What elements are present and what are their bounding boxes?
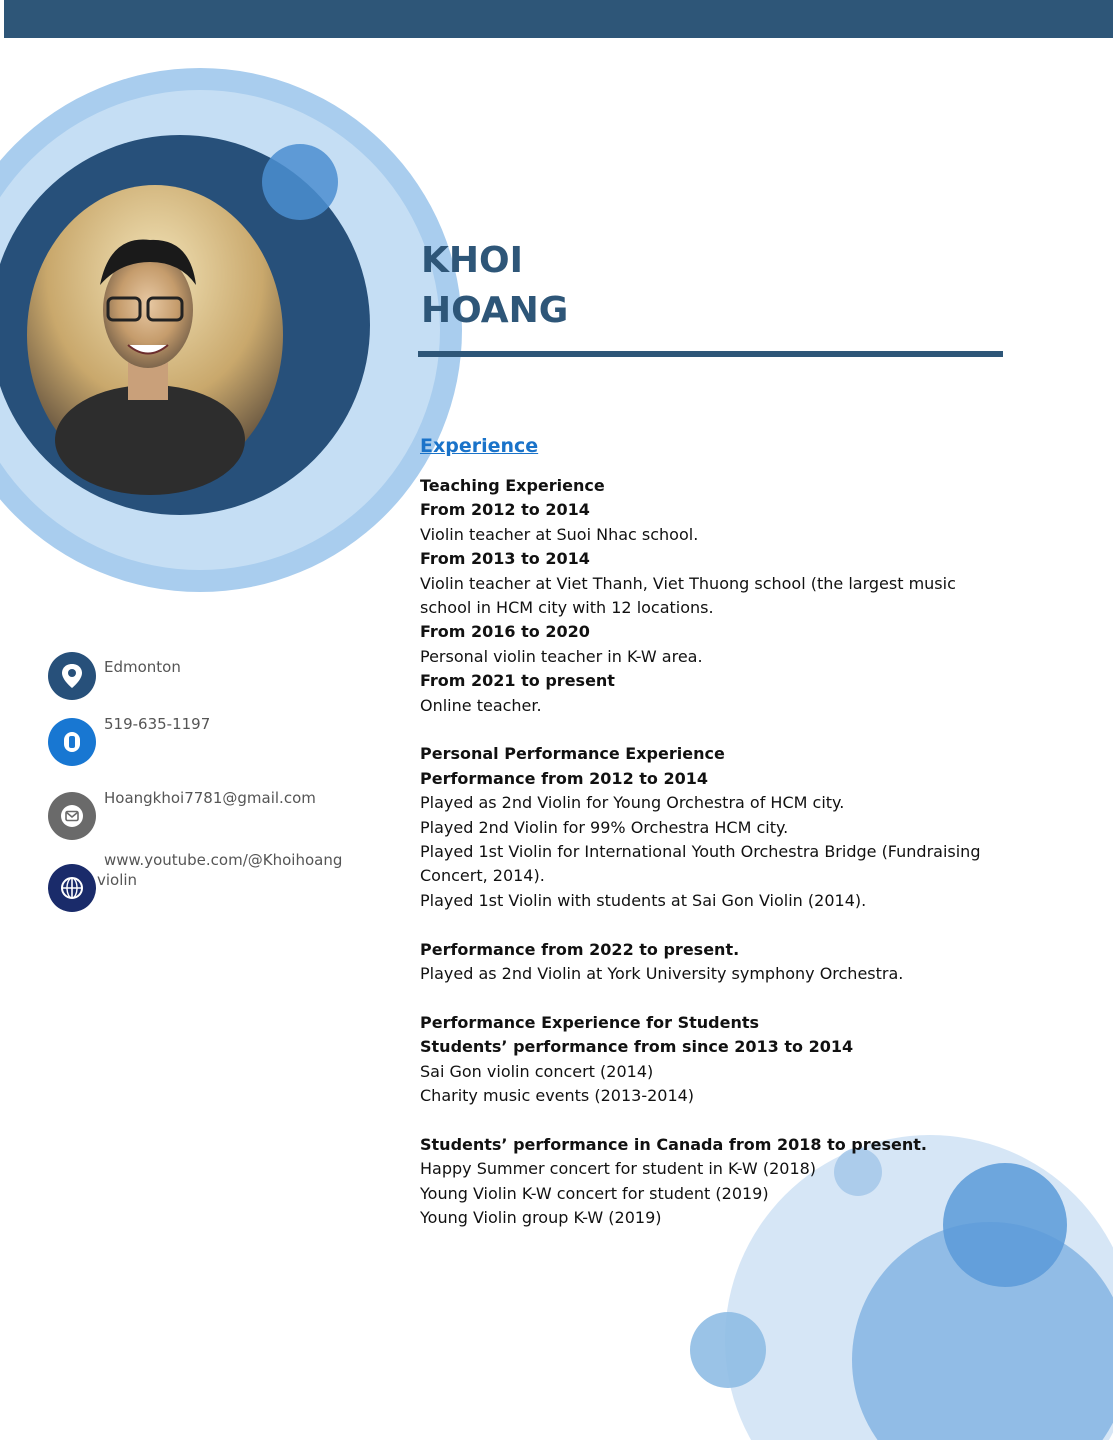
students-period: Students’ performance in Canada from 2018 to present.	[420, 1134, 927, 1154]
teaching-entry: Online teacher.	[420, 695, 542, 715]
teaching-entry: Personal violin teacher in K-W area.	[420, 646, 703, 666]
teaching-heading: Teaching Experience	[420, 476, 605, 495]
list-item: Sai Gon violin concert (2014)	[420, 1061, 654, 1081]
contact-location	[48, 652, 368, 702]
contact-email	[48, 789, 368, 842]
teaching-entry: Violin teacher at Viet Thanh, Viet Thuong school (the largest music school in HCM city with 12 locations.	[420, 573, 956, 618]
website-text-line1[interactable]: www.youtube.com/@Khoihoang	[104, 851, 343, 869]
name-divider	[418, 351, 1003, 357]
map-pin-icon	[48, 652, 96, 700]
teaching-period: From 2016 to 2020	[420, 622, 590, 642]
contact-website	[48, 851, 368, 916]
website-text-line2[interactable]: violin	[97, 871, 138, 889]
list-item: Played as 2nd Violin at York University symphony Orchestra.	[420, 964, 904, 984]
list-item: Happy Summer concert for student in K-W (2018)	[420, 1159, 817, 1179]
list-item: Played 1st Violin with students at Sai Gon Violin (2014).	[420, 890, 867, 910]
phone-icon[interactable]	[48, 718, 96, 766]
email-text[interactable]: Hoangkhoi7781@gmail.com	[104, 789, 316, 807]
list-item: Played as 2nd Violin for Young Orchestra of HCM city.	[420, 793, 845, 813]
experience-section	[420, 432, 1020, 1231]
teaching-entry: Violin teacher at Suoi Nhac school.	[420, 524, 699, 544]
full-name	[421, 236, 568, 336]
list-item: Young Violin K-W concert for student (2019)	[420, 1183, 769, 1203]
teaching-period: From 2012 to 2014	[420, 500, 590, 520]
globe-icon[interactable]	[48, 864, 96, 912]
list-item: Played 2nd Violin for 99% Orchestra HCM city.	[420, 817, 789, 837]
phone-text[interactable]: 519-635-1197	[104, 715, 211, 733]
list-item: Young Violin group K-W (2019)	[420, 1208, 662, 1228]
personal-period: Performance from 2022 to present.	[420, 939, 740, 959]
personal-period: Performance from 2012 to 2014	[420, 768, 709, 788]
students-period: Students’ performance from since 2013 to 2014	[420, 1037, 854, 1057]
teaching-period: From 2013 to 2014	[420, 549, 590, 569]
experience-title: Experience	[420, 435, 539, 457]
list-item: Played 1st Violin for International Youth Orchestra Bridge (Fundraising Concert, 2014).	[420, 842, 981, 886]
location-text: Edmonton	[104, 658, 181, 676]
last-name: HOANG	[421, 290, 569, 331]
list-item: Charity music events (2013-2014)	[420, 1086, 695, 1106]
envelope-icon[interactable]	[48, 792, 96, 840]
personal-heading: Personal Performance Experience	[420, 744, 725, 764]
contact-phone	[48, 715, 368, 768]
teaching-period: From 2021 to present	[420, 671, 615, 691]
students-heading: Performance Experience for Students	[420, 1012, 759, 1032]
first-name: KHOI	[421, 240, 524, 281]
